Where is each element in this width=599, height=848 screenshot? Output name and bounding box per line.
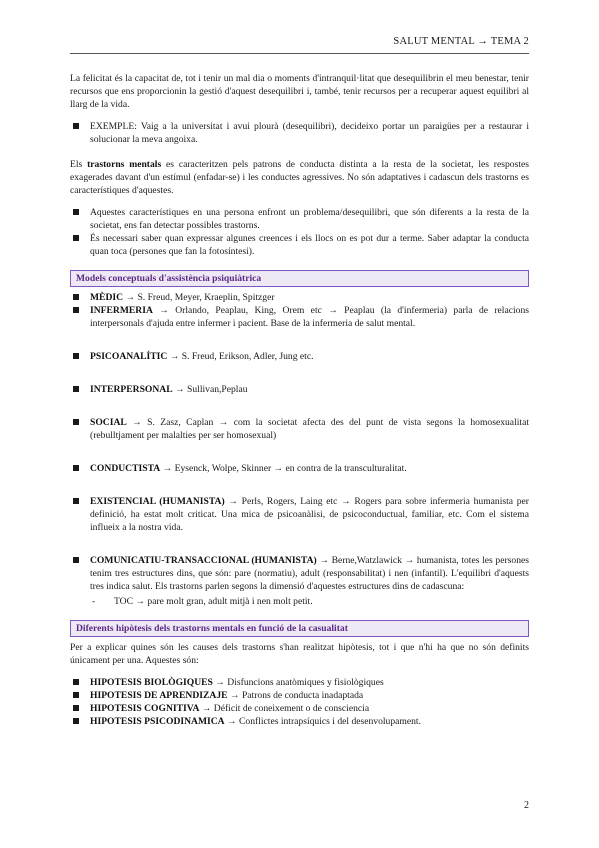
trastorns-pre: Els [70, 159, 88, 170]
model-item-term: COMUNICATIU-TRANSACCIONAL (HUMANISTA) → [90, 555, 329, 566]
model-item-term: CONDUCTISTA [90, 463, 161, 474]
hypothesis-item-text: → Patrons de conducta inadaptada [227, 690, 364, 701]
square-bullet-icon [73, 718, 79, 724]
model-item-text: → S. Zasz, Caplan → com la societat afecta des del punt de vista segons la homosexualitat (rebulltjament per malalties per ser homosexual) [90, 417, 529, 441]
example-text: EXEMPLE: Vaig a la universitat i avui plourà (desequilibri), decideixo portar un paraigües per a restaurar i solucionar la meva angoixa. [90, 121, 529, 145]
characteristics-list [70, 206, 529, 258]
hypothesis-item-text: → Disfuncions anatòmiques y fisiològiques [212, 677, 384, 688]
square-bullet-icon [73, 294, 79, 300]
model-item-text: → Orlando, Peaplau, King, Orem etc → Peaplau (la d'infermeria) parla de relacions interpersonals d'ajuda entre infermer i pacient. Base de la infermeria de salut mental. [90, 305, 529, 329]
model-item-term: EXISTENCIAL (HUMANISTA) [90, 496, 225, 507]
model-item-term: SOCIAL [90, 417, 127, 428]
page-header: SALUT MENTAL → TEMA 2 [393, 36, 529, 47]
square-bullet-icon [73, 353, 79, 359]
square-bullet-icon [73, 557, 79, 563]
model-item [70, 350, 529, 363]
square-bullet-icon [73, 465, 79, 471]
page-number: 2 [524, 800, 529, 811]
dash-bullet-icon: - [92, 596, 96, 607]
trastorns-post: es caracteritzen pels patrons de conducta distinta a la resta de la societat, les respostes exagerades davant d'un estímul (enfadar-se) i les conductes agressives. No són adaptatives i cadascun dels trastorns es característiques d'aquestes. [70, 159, 529, 196]
model-item [70, 495, 529, 534]
hypothesis-item-text: → Déficit de coneixement o de consciencia [199, 703, 370, 714]
hypothesis-item [70, 715, 529, 728]
trastorns-paragraph [70, 158, 529, 197]
model-item-term: MÈDIC [90, 292, 124, 303]
hypotheses-list [70, 676, 529, 728]
intro-paragraph: La felicitat és la capacitat de, tot i tenir un mal dia o moments d'intranquil·litat que desequilibrin el meu benestar, tenir recursos que ens proporcionin la gestió d'aquest desequilibri i, també, tenir recursos per a recuperar aquest equilibri al llarg de la vida. [70, 73, 529, 110]
hypothesis-item-term: HIPOTESIS BIOLÒGIQUES [90, 677, 213, 688]
model-item-text: → Perls, Rogers, Laing etc → Rogers para sobre infermeria humanista per definició, ha estat molt criticat. Una mica de psicoanàlisi, de psicoconductual, familiar, etc. Com el sistema influeix a la nostra vida. [90, 496, 529, 533]
hypothesis-item [70, 676, 529, 689]
model-item [70, 304, 529, 330]
square-bullet-icon [73, 235, 79, 241]
square-bullet-icon [73, 679, 79, 685]
square-bullet-icon [73, 705, 79, 711]
model-item [70, 291, 529, 304]
square-bullet-icon [73, 209, 79, 215]
square-bullet-icon [73, 692, 79, 698]
characteristic-item [70, 206, 529, 232]
square-bullet-icon [73, 498, 79, 504]
square-bullet-icon [73, 307, 79, 313]
toc-item [70, 595, 529, 608]
model-item [70, 383, 529, 396]
hypothesis-item-term: HIPOTESIS DE APRENDIZAJE [90, 690, 228, 701]
characteristic-item [70, 232, 529, 258]
model-item-text: Berne,Watzlawick → humanista, totes les persones tenim tres estructures dins, que són: pare (normatiu), adult (responsabilitat) i nen (infantil). L'equilibri d'aquests tres indica salut. Els trastorns parlen segons la dimensió d'aquestes estructures dins de cadascuna: [90, 555, 529, 592]
hypothesis-item-term: HIPOTESIS COGNITIVA [90, 703, 200, 714]
model-item-text: → Eysenck, Wolpe, Skinner → en contra de la transculturalitat. [160, 463, 407, 474]
models-list [70, 291, 529, 593]
model-item [70, 462, 529, 475]
model-item-text: → S. Freud, Erikson, Adler, Jung etc. [167, 351, 314, 362]
characteristic-item-text: És necessari saber quan expressar algunes creences i els llocs on es pot dur a terme. Saber adaptar la conducta quan toca (persones que fan la fotosíntesi). [90, 233, 529, 257]
model-item-term: INFERMERIA [90, 305, 153, 316]
toc-text: TOC → pare molt gran, adult mitjà i nen molt petit. [114, 596, 313, 607]
page-content [70, 72, 529, 728]
square-bullet-icon [73, 419, 79, 425]
model-item [70, 554, 529, 593]
model-item-text: → S. Freud, Meyer, Kraeplin, Spitzger [123, 292, 275, 303]
hypothesis-item-text: → Conflictes intrapsíquics i del desenvolupament. [224, 716, 421, 727]
hypotheses-intro: Per a explicar quines són les causes dels trastorns s'han realitzat hipòtesis, tot i que n'hi ha que no són definits únicament per una. Aquestes són: [70, 642, 529, 666]
model-item-term: INTERPERSONAL [90, 384, 173, 395]
hypothesis-item [70, 689, 529, 702]
section-header-hypotheses: Diferents hipòtesis dels trastorns mentals en funció de la casualitat [70, 620, 529, 637]
square-bullet-icon [73, 386, 79, 392]
model-item-text: → Sullivan,Peplau [172, 384, 248, 395]
section-header-models: Models conceptuals d'assistència psiquiàtrica [70, 270, 529, 287]
hypothesis-item-term: HIPOTESIS PSICODINAMICA [90, 716, 225, 727]
characteristic-item-text: Aquestes característiques en una persona enfront un problema/desequilibri, que són diferents a la resta de la societat, ens fan detectar possibles trastorns. [90, 207, 529, 231]
trastorns-term: trastorns mentals [87, 159, 162, 170]
header-divider [70, 53, 529, 54]
square-bullet-icon [73, 123, 79, 129]
example-bullet [70, 120, 529, 146]
model-item [70, 416, 529, 442]
model-item-term: PSICOANALÍTIC [90, 351, 168, 362]
hypothesis-item [70, 702, 529, 715]
